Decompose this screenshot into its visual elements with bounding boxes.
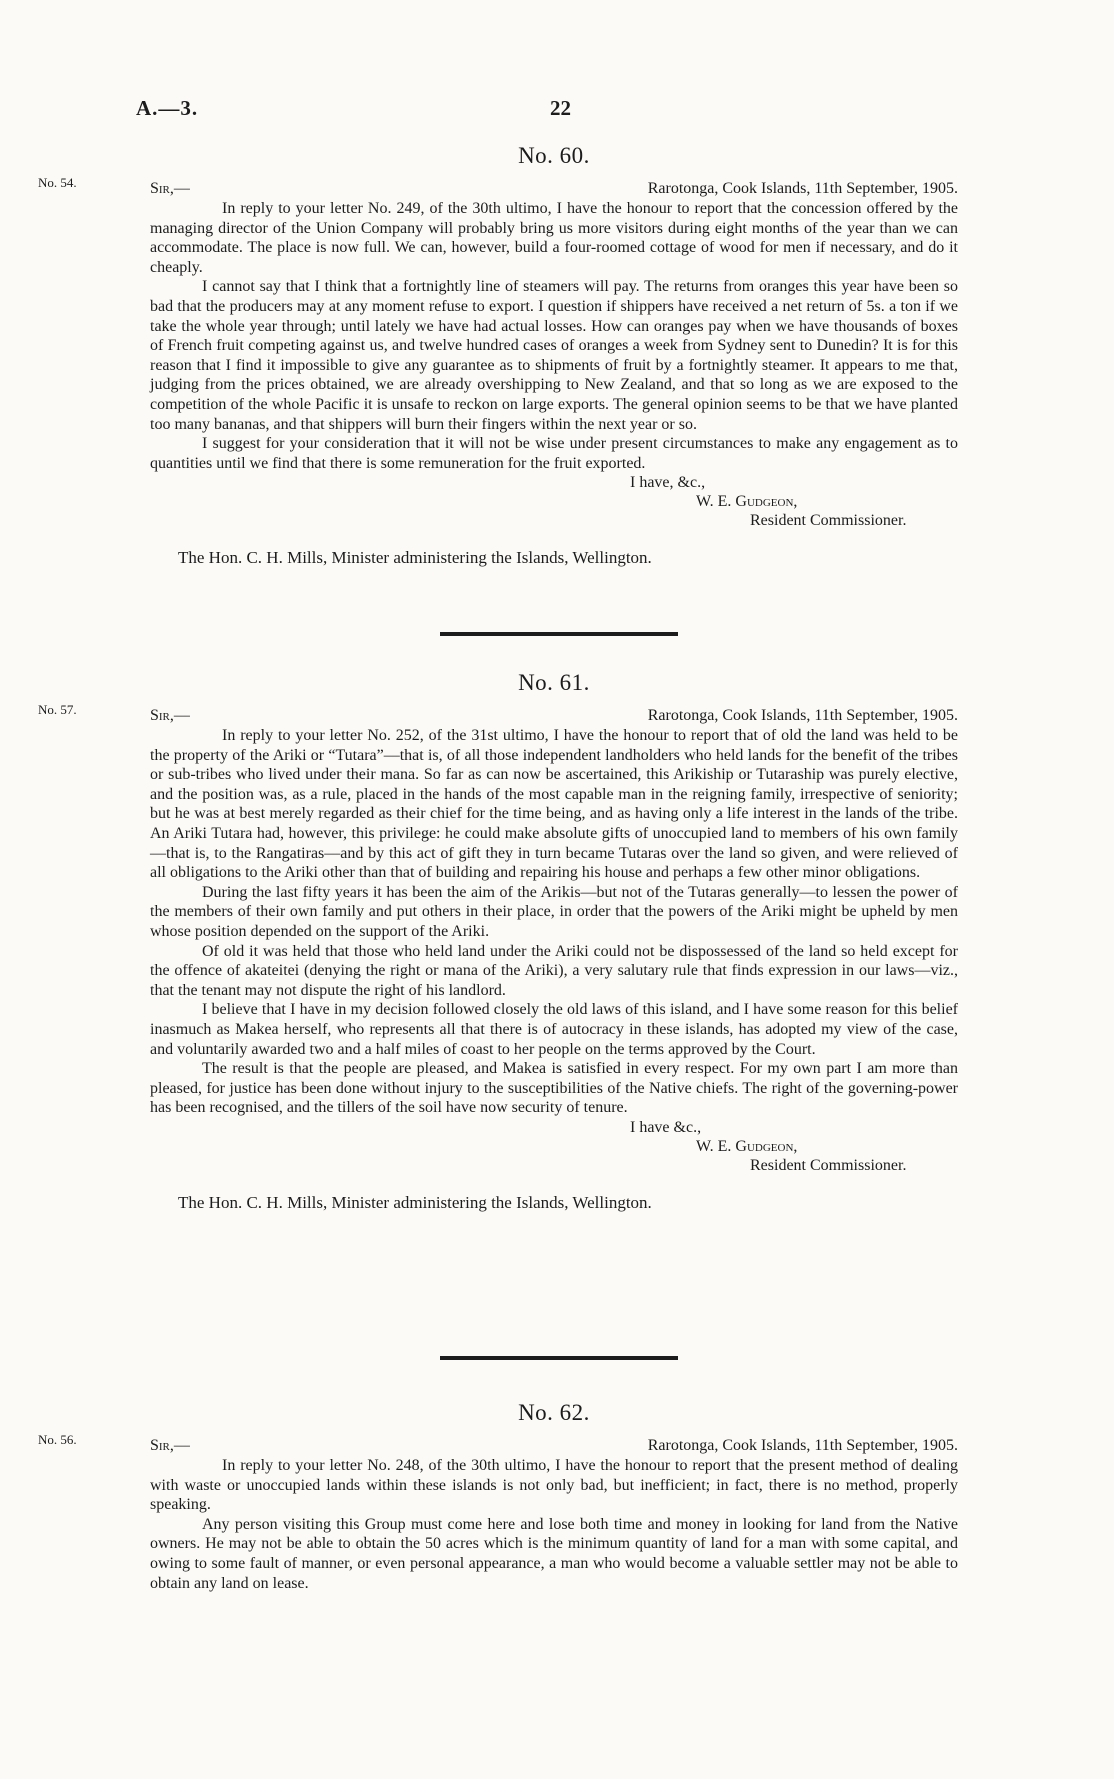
letter-61: [38, 670, 958, 1213]
margin-reference: No. 54.: [38, 175, 77, 190]
letter-body: [150, 726, 958, 1118]
letter-body: [150, 1456, 958, 1593]
place-date: Rarotonga, Cook Islands, 11th September, 1905.: [647, 180, 958, 197]
paragraph: In reply to your letter No. 249, of the 30th ultimo, I have the honour to report that the concession offered by the managing director of the Union Company will probably bring us more visitors during eight months of the year than we can accommodate. The place is now full. We can, however, build a four-roomed cottage of wood for men if necessary, and do it cheaply.: [150, 200, 958, 276]
paragraph: In reply to your letter No. 252, of the 31st ultimo, I have the honour to report that of old the land was held to be the property of the Ariki or “Tutara”—that is, of all those independent landholders who held lands for the benefit of the tribes or sub-tribes who lived under their mana. So far as can now be ascertained, this Arikiship or Tutaraship was purely elective, and the position was, as a rule, placed in the hands of the most capable man in the reigning family, irrespective of seniority; but he was at best merely regarded as their chief for the time being, and as having only a life interest in the lands of the tribe. An Ariki Tutara had, however, this privilege: he could make absolute gifts of unoccupied land to members of his own family—that is, to the Rangatiras—and by this act of gift they in turn became Tutaras over the land so given, and were relieved of all obligations to the Ariki other than that of building and repairing his house and perhaps a few other minor obligations.: [150, 727, 958, 882]
letter-body: [150, 199, 958, 473]
signatory-title: Resident Commissioner.: [750, 512, 907, 530]
paragraph: I believe that I have in my decision followed closely the old laws of this island, and I have some reason for this belief inasmuch as Makea herself, who represents all that there is of autocracy in these islands, has adopted my view of the case, and voluntarily awarded two and a half miles of coast to her people on the terms approved by the Court.: [150, 1001, 958, 1058]
salutation: Sir,—: [150, 1437, 190, 1454]
addressee: The Hon. C. H. Mills, Minister administering the Islands, Wellington.: [178, 548, 652, 568]
signatory-title: Resident Commissioner.: [750, 1156, 907, 1174]
addressee: The Hon. C. H. Mills, Minister administering the Islands, Wellington.: [178, 1192, 652, 1212]
paragraph: In reply to your letter No. 248, of the 30th ultimo, I have the honour to report that the present method of dealing with waste or unoccupied lands within these islands is not only bad, but inefficient; in fact, there is no method, properly speaking.: [150, 1457, 958, 1514]
signature-block: [150, 1118, 958, 1175]
paragraph: During the last fifty years it has been the aim of the Arikis—but not of the Tutaras generally—to lessen the power of the members of their own family and put others in their place, in order that the powers of the Ariki might be upheld by men whose position depended on the support of the Ariki.: [150, 883, 958, 940]
parliamentary-paper-ref: A.—3.: [136, 96, 199, 120]
section-divider: [440, 632, 678, 636]
paragraph: Any person visiting this Group must come here and lose both time and money in looking for land from the Native owners. He may not be able to obtain the 50 acres which is the minimum quantity of land for a man with some capital, and owing to some fault of manner, or even personal appearance, a man who would become a valuable settler may not be able to obtain any land on lease.: [150, 1515, 958, 1592]
paragraph: I cannot say that I think that a fortnightly line of steamers will pay. The returns from oranges this year have been so bad that the producers may at any moment refuse to export. I question if shippers have received a net return of 5s. a ton if we take the whole year through; until lately we have had actual losses. How can oranges pay when we have thousands of boxes of French fruit competing against us, and twelve hundred cases of oranges a week from Sydney sent to Dunedin? It is for this reason that I find it impossible to give any guarantee as to shipments of fruit by a fortnightly steamer. It appears to me that, judging from the prices obtained, we are already overshipping to New Zealand, and that so long as we are exposed to the competition of the whole Pacific it is unsafe to reckon on large exports. The general opinion seems to be that we have planted too many bananas, and that shippers will burn their fingers within the next year or so.: [150, 278, 958, 433]
dateline: [150, 706, 958, 726]
salutation: Sir,—: [150, 707, 190, 724]
page-header: [0, 96, 1114, 126]
paragraph: Of old it was held that those who held land under the Ariki could not be dispossessed of the land so held except for the offence of akateitei (denying the right or mana of the Ariki), a very salutary rule that finds expression in our laws—viz., that the tenant may not dispute the right of his landlord.: [150, 942, 958, 999]
paragraph: I suggest for your consideration that it will not be wise under present circumstances to make any engagement as to quantities until we find that there is some remuneration for the fruit exported.: [150, 435, 958, 472]
letter-number: No. 62.: [518, 1400, 590, 1425]
margin-reference: No. 56.: [38, 1432, 77, 1447]
letter-number: No. 60.: [518, 143, 590, 168]
place-date: Rarotonga, Cook Islands, 11th September, 1905.: [647, 1437, 958, 1454]
margin-reference: No. 57.: [38, 702, 77, 717]
section-divider: [440, 1356, 678, 1360]
place-date: Rarotonga, Cook Islands, 11th September, 1905.: [647, 707, 958, 724]
letter-number: No. 61.: [518, 670, 590, 695]
salutation: Sir,—: [150, 180, 190, 197]
signatory-name: W. E. Gudgeon,: [696, 493, 798, 511]
dateline: [150, 1436, 958, 1456]
letter-62: [38, 1400, 958, 1593]
dateline: [150, 179, 958, 199]
closing: I have, &c.,: [630, 474, 706, 492]
signatory-name: W. E. Gudgeon,: [696, 1137, 798, 1155]
signature-block: [150, 473, 958, 530]
paragraph: The result is that the people are pleased, and Makea is satisfied in every respect. For my own part I am more than pleased, for justice has been done without injury to the susceptibilities of the Native chiefs. The right of the governing-power has been recognised, and the tillers of the soil have now security of tenure.: [150, 1060, 958, 1117]
closing: I have &c.,: [630, 1118, 702, 1136]
letter-60: [38, 143, 958, 568]
page-number: 22: [550, 96, 571, 120]
